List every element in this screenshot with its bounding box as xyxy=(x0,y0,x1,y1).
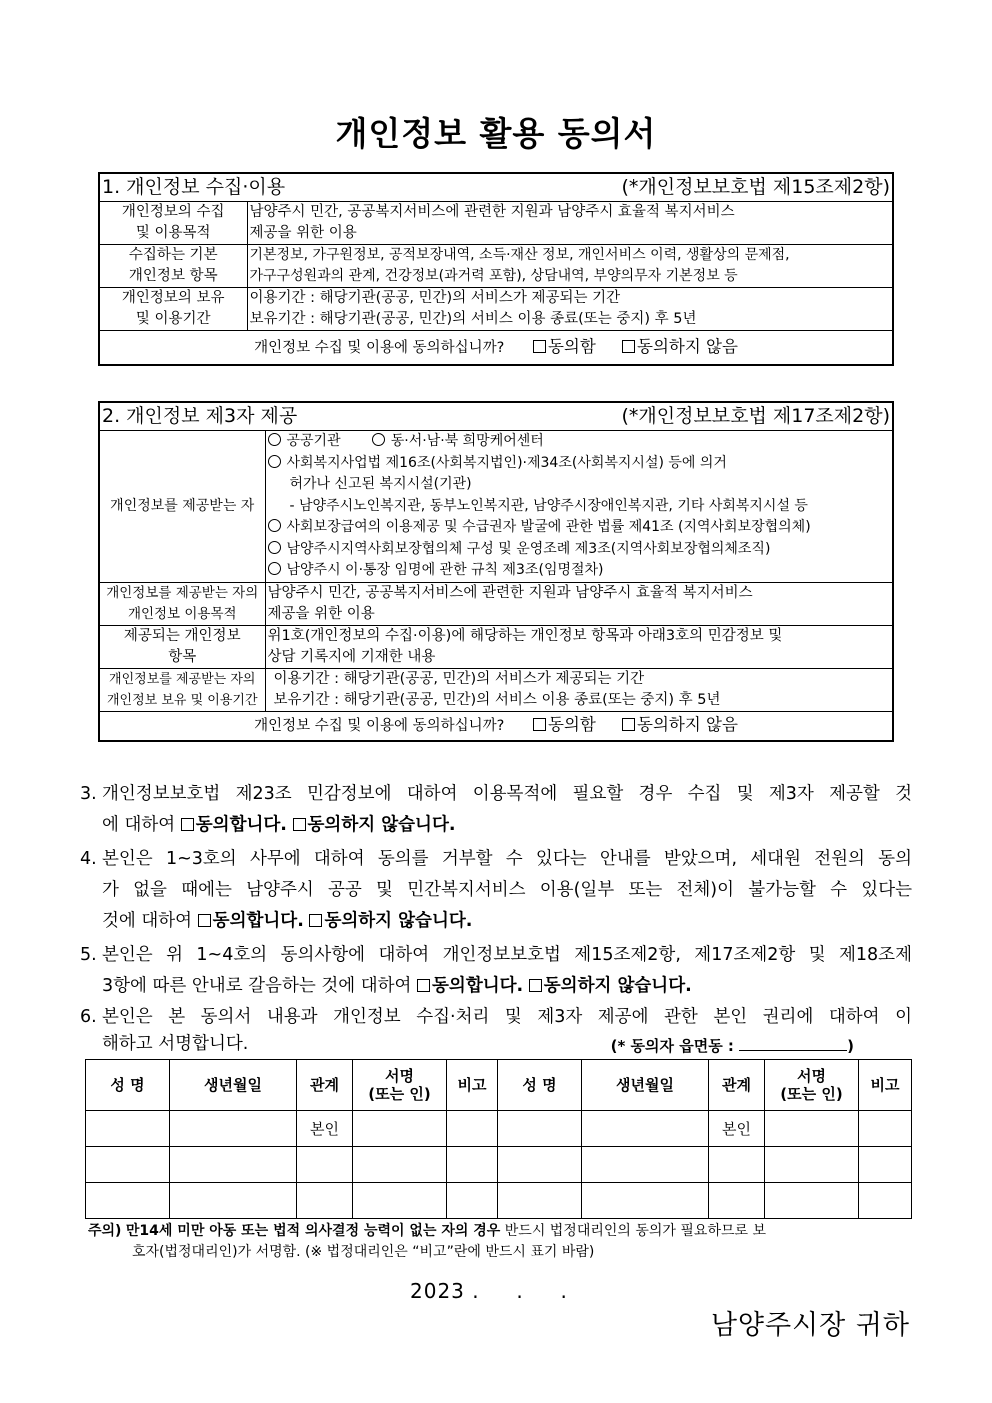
row-content: 기본정보, 가구원정보, 공적보장내역, 소득·재산 정보, 개인서비스 이력, 생활상의 문제점, 가구구성원과의 관계, 건강정보(과거력 포함), 상담내역, 부양의무자 기본정보 등 xyxy=(247,245,893,288)
signature-cell[interactable] xyxy=(353,1147,447,1183)
disagree-checkbox[interactable] xyxy=(622,340,635,353)
recipients-list: 공공기관 동·서·남·북 희망케어센터 사회복지사업법 제16조(사회복지법인)·제34조(사회복지시설) 등에 의거 허가나 신고된 복지시설(기관) - 남양주시노인복지관, 동부노인복지관, 남양주시장애인복지관, 기타 사회복지시설 등 사회보장급여의 이용제공 및 수급권자 발굴에 관한 법률 제41조 (지역사회보장협의체) 남양주시지역사회보장협의체 구성 및 운영조례 제3조(지역사회보장협의체조직) 남양주시 이·통장 임명에 관한 규칙 제3조(임명절차) xyxy=(265,431,893,583)
name-cell[interactable] xyxy=(498,1147,582,1183)
birthdate-cell[interactable] xyxy=(170,1111,297,1147)
remarks-cell[interactable] xyxy=(447,1111,498,1147)
table-row xyxy=(99,245,893,288)
relation-cell[interactable] xyxy=(709,1147,765,1183)
circle-icon xyxy=(268,455,281,468)
date-line: 2023 . . . xyxy=(410,1279,568,1303)
consent-question-row xyxy=(99,711,893,741)
relation-cell[interactable] xyxy=(297,1183,353,1219)
signature-table xyxy=(85,1059,912,1219)
remarks-cell[interactable] xyxy=(447,1147,498,1183)
section-header xyxy=(99,402,893,431)
signature-cell[interactable] xyxy=(765,1183,859,1219)
table-row xyxy=(86,1147,912,1183)
birthdate-cell[interactable] xyxy=(582,1111,709,1147)
document-title: 개인정보 활용 동의서 xyxy=(335,114,657,153)
consent-question-row xyxy=(99,331,893,366)
name-cell[interactable] xyxy=(498,1111,582,1147)
section-header xyxy=(99,173,893,202)
row-content: 이용기간 : 해당기관(공공, 민간)의 서비스가 제공되는 기간 보유기간 : 해당기관(공공, 민간)의 서비스 이용 종료(또는 중지) 후 5년 xyxy=(265,668,893,711)
row-label: 개인정보의 수집 및 이용목적 xyxy=(99,202,247,245)
remarks-header: 비고 xyxy=(859,1060,912,1111)
law-reference: (*개인정보보호법 제17조제2항) xyxy=(621,405,890,427)
row-label: 개인정보의 보유 및 이용기간 xyxy=(99,288,247,331)
signature-cell[interactable] xyxy=(353,1183,447,1219)
agree-checkbox[interactable] xyxy=(533,718,546,731)
law-reference: (*개인정보보호법 제15조제2항) xyxy=(621,176,890,198)
signature-header: 서명 (또는 인) xyxy=(353,1060,447,1111)
relation-cell: 본인 xyxy=(297,1111,353,1147)
remarks-header: 비고 xyxy=(447,1060,498,1111)
section-heading: 1. 개인정보 수집·이용 xyxy=(102,176,286,198)
signature-header-row xyxy=(86,1060,912,1111)
row-label: 개인정보를 제공받는 자의 개인정보 보유 및 이용기간 xyxy=(99,668,265,711)
signature-cell[interactable] xyxy=(765,1111,859,1147)
circle-icon xyxy=(268,519,281,532)
table-row xyxy=(99,668,893,711)
agree-label: 동의함 xyxy=(547,715,596,734)
circle-icon xyxy=(372,433,385,446)
birthdate-cell[interactable] xyxy=(582,1183,709,1219)
disagree-checkbox[interactable] xyxy=(293,818,306,831)
relation-cell[interactable] xyxy=(709,1183,765,1219)
consent-table-third-party xyxy=(98,401,894,742)
caution-note: 주의) 만14세 미만 아동 또는 법적 의사결정 능력이 없는 자의 경우 반드시 법정대리인의 동의가 필요하므로 보 호자(법정대리인)가 서명함. (※ 법정대리인은 “비고”란에 반드시 표기 바람) xyxy=(88,1223,766,1260)
birthdate-cell[interactable] xyxy=(582,1147,709,1183)
consent-question: 개인정보 수집 및 이용에 동의하십니까? xyxy=(254,718,505,734)
consent-question: 개인정보 수집 및 이용에 동의하십니까? xyxy=(254,340,505,356)
remarks-cell[interactable] xyxy=(859,1111,912,1147)
name-header: 성 명 xyxy=(86,1060,170,1111)
name-cell[interactable] xyxy=(86,1183,170,1219)
agree-checkbox[interactable] xyxy=(533,340,546,353)
relation-header: 관계 xyxy=(297,1060,353,1111)
birthdate-header: 생년월일 xyxy=(170,1060,297,1111)
row-content: 위1호(개인정보의 수집·이용)에 해당하는 개인정보 항목과 아래3호의 민감정보 및 상담 기록지에 기재한 내용 xyxy=(265,625,893,668)
row-label: 개인정보를 제공받는 자의 개인정보 이용목적 xyxy=(99,582,265,625)
signature-cell[interactable] xyxy=(353,1111,447,1147)
table-row xyxy=(99,582,893,625)
remarks-cell[interactable] xyxy=(447,1183,498,1219)
disagree-label: 동의하지 않음 xyxy=(637,337,738,356)
consent-table-collection xyxy=(98,172,894,366)
disagree-checkbox[interactable] xyxy=(622,718,635,731)
consent-item-5: 5. 본인은 위 1~4호의 동의사항에 대하여 개인정보보호법 제15조제2항, 제17조제2항 및 제18조제 3항에 따른 안내로 갈음하는 것에 대하여 동의합니다. 동의하지 않습니다. xyxy=(80,945,912,996)
table-row xyxy=(99,431,893,583)
disagree-label: 동의하지 않음 xyxy=(637,715,738,734)
town-input[interactable] xyxy=(739,1035,847,1051)
consent-item-4: 4. 본인은 1~3호의 사무에 대하여 동의를 거부할 수 있다는 안내를 받았으며, 세대원 전원의 동의 가 없을 때에는 남양주시 공공 및 민간복지서비스 이용(일부 또는 전체)이 불가능할 수 있다는 것에 대하여 동의합니다. 동의하지 않습니다. xyxy=(80,849,912,931)
consent-item-3: 3. 개인정보보호법 제23조 민감정보에 대하여 이용목적에 필요할 경우 수집 및 제3자 제공할 것 에 대하여 동의합니다. 동의하지 않습니다. xyxy=(80,784,912,835)
row-content: 남양주시 민간, 공공복지서비스에 관련한 지원과 남양주시 효율적 복지서비스 제공을 위한 이용 xyxy=(265,582,893,625)
relation-header: 관계 xyxy=(709,1060,765,1111)
name-cell[interactable] xyxy=(86,1111,170,1147)
table-row xyxy=(99,625,893,668)
agree-checkbox[interactable] xyxy=(198,914,211,927)
section-heading: 2. 개인정보 제3자 제공 xyxy=(102,405,298,427)
table-row xyxy=(86,1111,912,1147)
name-cell[interactable] xyxy=(86,1147,170,1183)
consent-item-6: 6. 본인은 본 동의서 내용과 개인정보 수집·처리 및 제3자 제공에 관한 본인 권리에 대하여 이 해하고 서명합니다. (* 동의자 읍면동 : ) xyxy=(80,1004,912,1058)
row-label: 수집하는 기본 개인정보 항목 xyxy=(99,245,247,288)
name-header: 성 명 xyxy=(498,1060,582,1111)
row-label: 개인정보를 제공받는 자 xyxy=(99,431,265,583)
circle-icon xyxy=(268,433,281,446)
addressee: 남양주시장 귀하 xyxy=(710,1310,910,1341)
circle-icon xyxy=(268,541,281,554)
remarks-cell[interactable] xyxy=(859,1147,912,1183)
circle-icon xyxy=(268,562,281,575)
row-content: 이용기간 : 해당기관(공공, 민간)의 서비스가 제공되는 기간 보유기간 : 해당기관(공공, 민간)의 서비스 이용 종료(또는 중지) 후 5년 xyxy=(247,288,893,331)
birthdate-cell[interactable] xyxy=(170,1183,297,1219)
name-cell[interactable] xyxy=(498,1183,582,1219)
row-content: 남양주시 민간, 공공복지서비스에 관련한 지원과 남양주시 효율적 복지서비스 제공을 위한 이용 xyxy=(247,202,893,245)
agree-label: 동의함 xyxy=(547,337,596,356)
remarks-cell[interactable] xyxy=(859,1183,912,1219)
table-row xyxy=(99,202,893,245)
town-field: (* 동의자 읍면동 : ) xyxy=(610,1037,854,1055)
agree-checkbox[interactable] xyxy=(181,818,194,831)
row-label: 제공되는 개인정보 항목 xyxy=(99,625,265,668)
table-row xyxy=(86,1183,912,1219)
disagree-checkbox[interactable] xyxy=(309,914,322,927)
signature-cell[interactable] xyxy=(765,1147,859,1183)
agree-checkbox[interactable] xyxy=(417,979,430,992)
birthdate-header: 생년월일 xyxy=(582,1060,709,1111)
relation-cell[interactable] xyxy=(297,1147,353,1183)
relation-cell: 본인 xyxy=(709,1111,765,1147)
birthdate-cell[interactable] xyxy=(170,1147,297,1183)
signature-header: 서명 (또는 인) xyxy=(765,1060,859,1111)
disagree-checkbox[interactable] xyxy=(529,979,542,992)
table-row xyxy=(99,288,893,331)
